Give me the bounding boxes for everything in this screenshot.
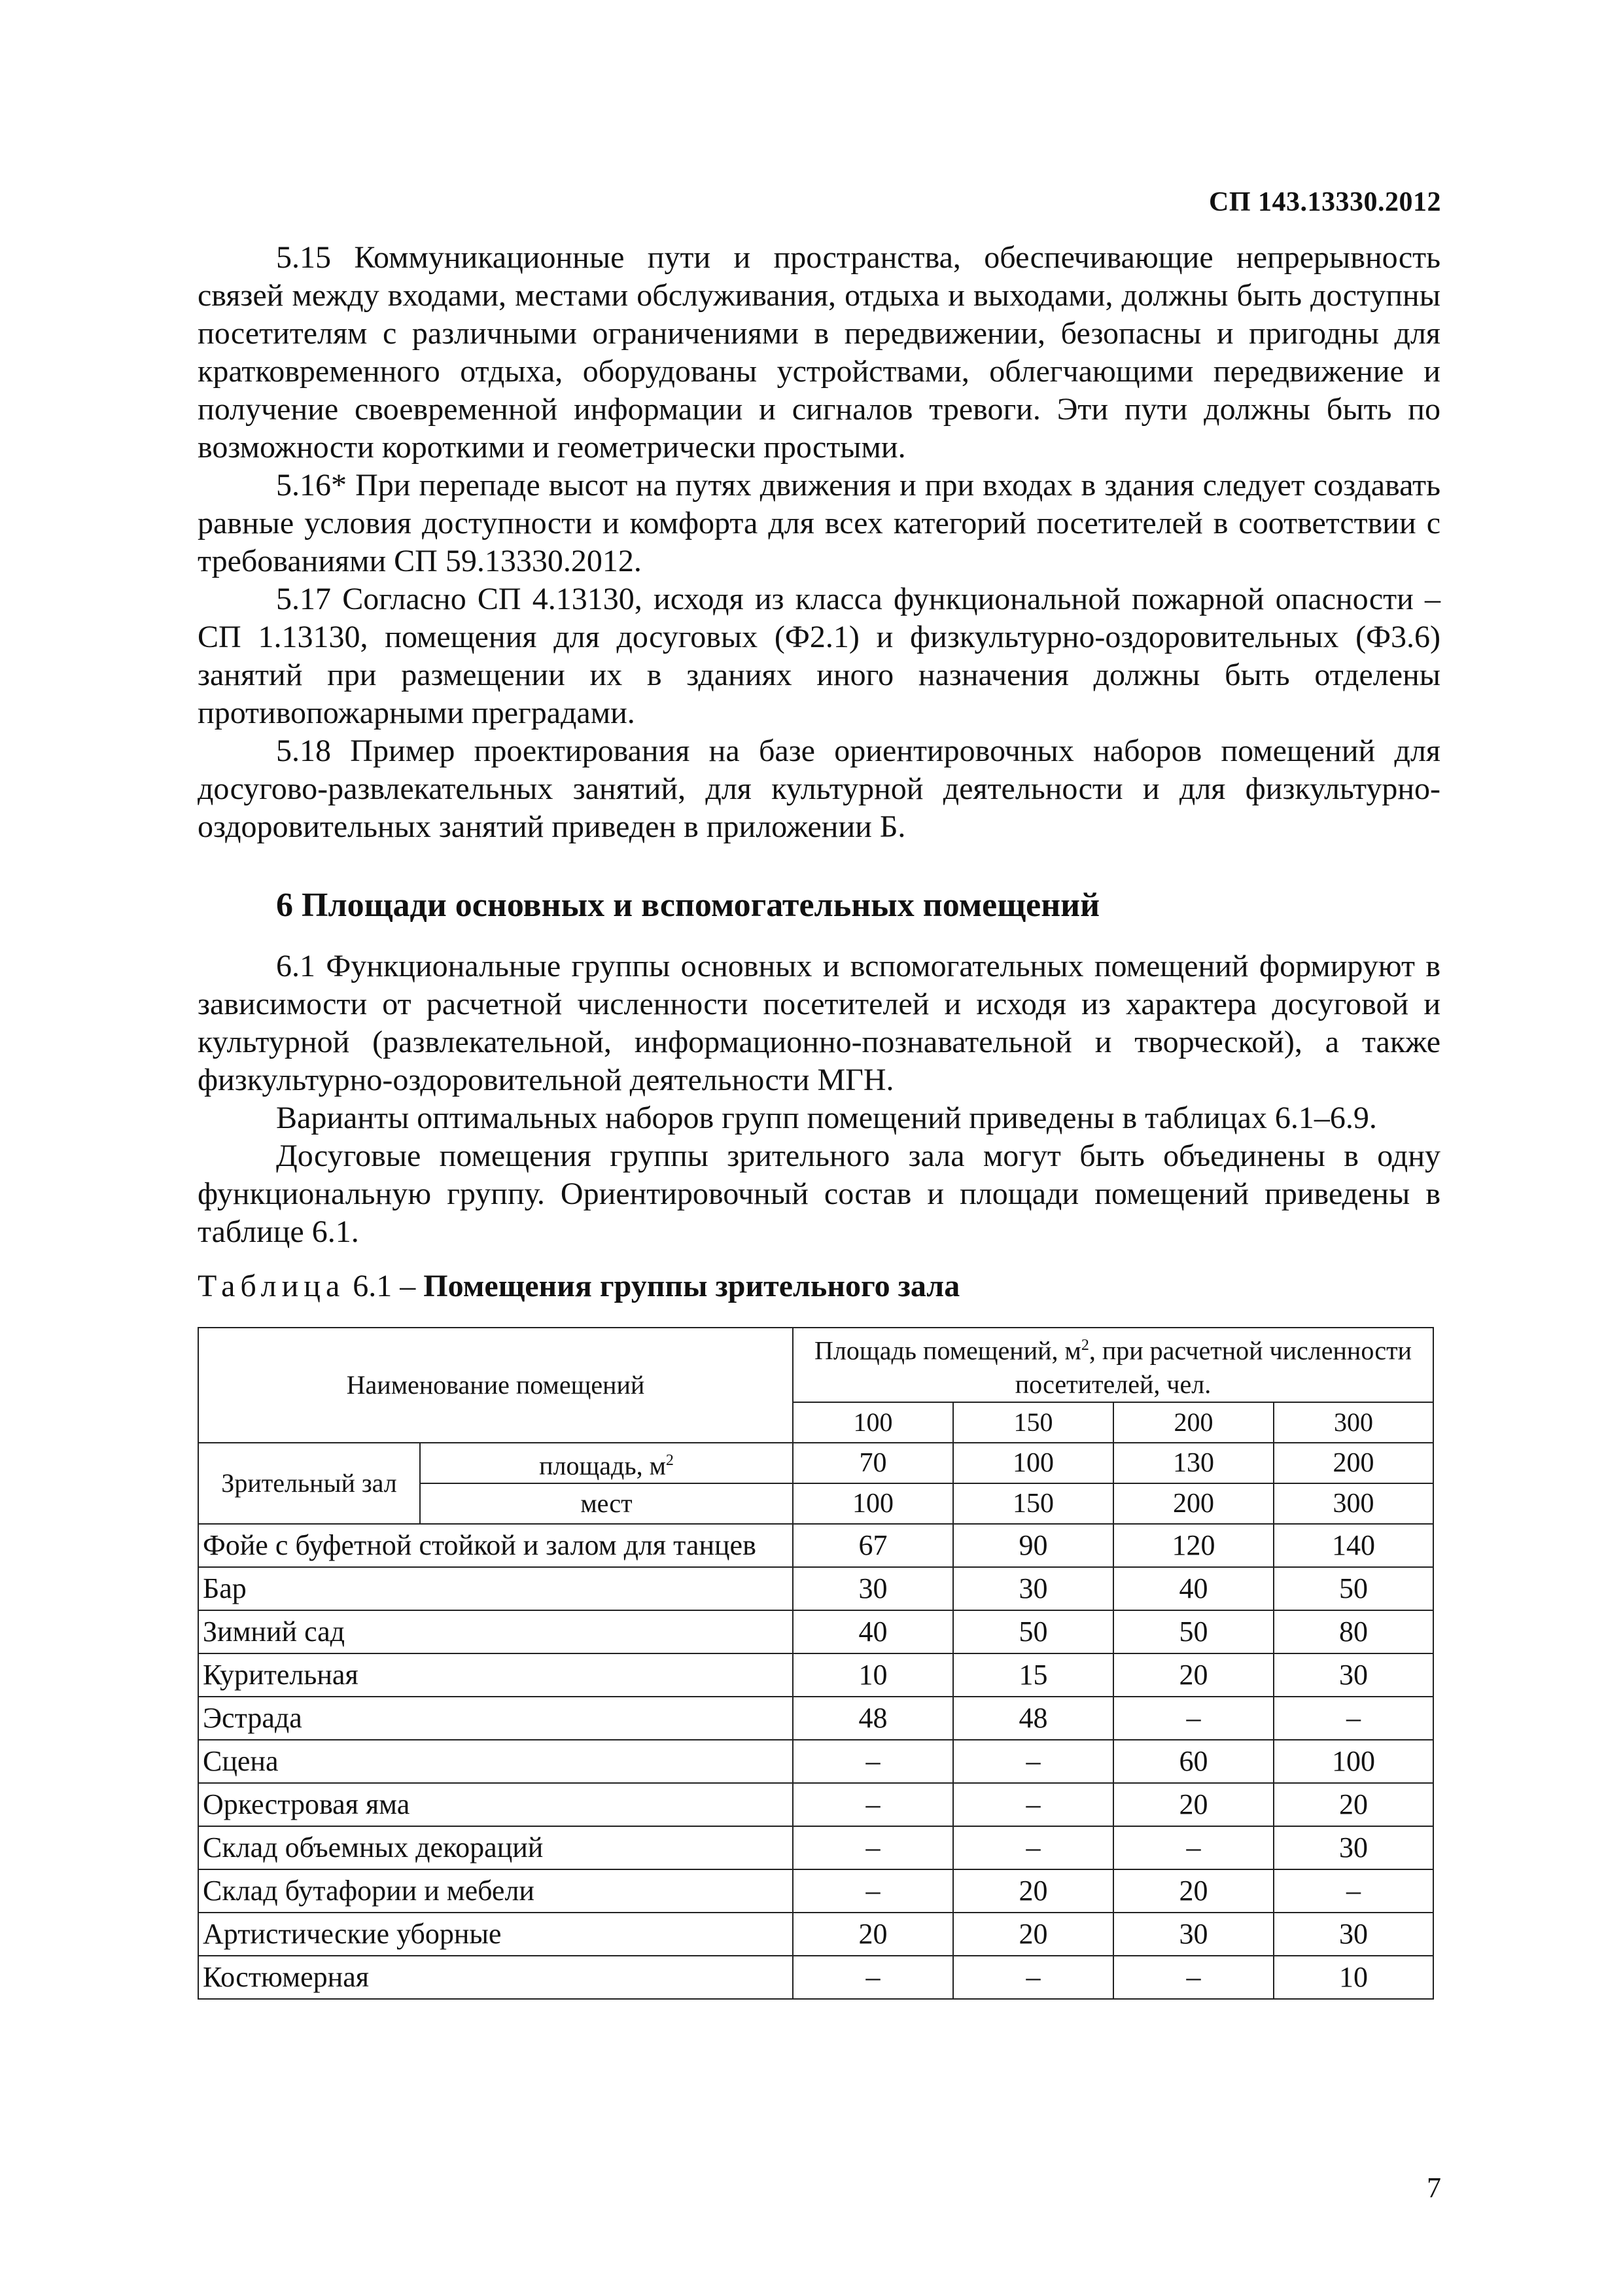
table-row <box>198 1567 1433 1610</box>
hall-seats-label: мест <box>420 1483 793 1524</box>
capacity-300: 300 <box>1274 1402 1433 1443</box>
hall-label: Зрительный зал <box>198 1443 420 1524</box>
area-value-cell: 30 <box>793 1567 953 1610</box>
table-row <box>198 1783 1433 1826</box>
area-value-cell: – <box>1113 1697 1274 1740</box>
room-name-cell: Курительная <box>198 1653 793 1697</box>
section-6-text <box>198 947 1440 1251</box>
room-name-cell: Эстрада <box>198 1697 793 1740</box>
area-value-cell: 50 <box>1113 1610 1274 1653</box>
area-value-cell: 10 <box>1274 1956 1433 1999</box>
area-value-cell: 20 <box>793 1913 953 1956</box>
hall-area-cell: 70 <box>793 1443 953 1483</box>
area-value-cell: 140 <box>1274 1524 1433 1567</box>
area-value-cell: 50 <box>953 1610 1113 1653</box>
table-row <box>198 1610 1433 1653</box>
room-name-cell: Сцена <box>198 1740 793 1783</box>
area-value-cell: 48 <box>793 1697 953 1740</box>
room-name-cell: Склад объемных декораций <box>198 1826 793 1869</box>
hall-seats-cell: 300 <box>1274 1483 1433 1524</box>
table-row <box>198 1869 1433 1913</box>
room-name-cell: Оркестровая яма <box>198 1783 793 1826</box>
area-value-cell: 30 <box>1274 1826 1433 1869</box>
area-value-cell: 20 <box>1113 1869 1274 1913</box>
area-value-cell: – <box>1274 1697 1433 1740</box>
table-row <box>198 1913 1433 1956</box>
area-value-cell: – <box>793 1956 953 1999</box>
capacity-150: 150 <box>953 1402 1113 1443</box>
room-name-cell: Бар <box>198 1567 793 1610</box>
area-value-cell: – <box>793 1740 953 1783</box>
table-caption-prefix: Таблица <box>198 1269 345 1303</box>
hall-area-row <box>198 1443 1433 1483</box>
room-name-cell: Склад бутафории и мебели <box>198 1869 793 1913</box>
area-value-cell: – <box>953 1826 1113 1869</box>
area-value-cell: 60 <box>1113 1740 1274 1783</box>
paragraph-6-1: 6.1 Функциональные группы основных и вспомогательных помещений формируют в зависимости от расчетной численности посетителей и исходя из характера досуговой и культурной (развлекательной, информационно-познавательной и творческой), а также физкультурно-оздоровительной деятельности МГН. <box>198 949 1440 1097</box>
room-name-cell: Фойе с буфетной стойкой и залом для танцев <box>198 1524 793 1567</box>
area-value-cell: – <box>953 1783 1113 1826</box>
area-value-cell: – <box>953 1740 1113 1783</box>
hall-seats-cell: 200 <box>1113 1483 1274 1524</box>
capacity-200: 200 <box>1113 1402 1274 1443</box>
area-value-cell: 50 <box>1274 1567 1433 1610</box>
column-header-area-text-end: , при расчетной численности посетителей, чел. <box>1015 1335 1412 1400</box>
table-row <box>198 1956 1433 1999</box>
table-caption <box>198 1268 960 1304</box>
area-value-cell: 30 <box>1274 1653 1433 1697</box>
area-value-cell: 48 <box>953 1697 1113 1740</box>
paragraph-5-17: 5.17 Согласно СП 4.13130, исходя из класса функциональной пожарной опасности – СП 1.13130, помещения для досуговых (Ф2.1) и физкультурно-оздоровительных (Ф3.6) занятий при размещении их в зданиях иного назначения должны быть отделены противопожарными преградами. <box>198 582 1440 730</box>
column-header-area <box>793 1328 1433 1402</box>
hall-area-label <box>420 1443 793 1483</box>
section-5-text <box>198 239 1440 846</box>
area-value-cell: 30 <box>1274 1913 1433 1956</box>
area-value-cell: – <box>793 1869 953 1913</box>
area-value-cell: 120 <box>1113 1524 1274 1567</box>
area-value-cell: 90 <box>953 1524 1113 1567</box>
column-header-area-text: Площадь помещений, м <box>814 1335 1081 1366</box>
room-name-cell: Зимний сад <box>198 1610 793 1653</box>
area-value-cell: 15 <box>953 1653 1113 1697</box>
paragraph-5-18: 5.18 Пример проектирования на базе ориентировочных наборов помещений для досугово-развлекательных занятий, для культурной деятельности и для физкультурно-оздоровительных занятий приведен в приложении Б. <box>198 733 1440 844</box>
hall-area-label-text: площадь, м <box>539 1451 666 1481</box>
area-value-cell: 20 <box>953 1869 1113 1913</box>
area-value-cell: 100 <box>1274 1740 1433 1783</box>
table-row <box>198 1740 1433 1783</box>
paragraph-5-15: 5.15 Коммуникационные пути и пространства, обеспечивающие непрерывность связей между входами, местами обслуживания, отдыха и выходами, должны быть доступны посетителям с различными ограничениями в передвижении, безопасны и пригодны для кратковременного отдыха, оборудованы устройствами, облегчающими передвижение и получение своевременной информации и сигналов тревоги. Эти пути должны быть по возможности короткими и геометрически простыми. <box>198 240 1440 465</box>
area-value-cell: – <box>1113 1956 1274 1999</box>
paragraph-variants: Варианты оптимальных наборов групп помещений приведены в таблицах 6.1–6.9. <box>276 1101 1377 1135</box>
paragraph-leisure-rooms: Досуговые помещения группы зрительного зала могут быть объединены в одну функциональную группу. Ориентировочный состав и площади помещений приведены в таблице 6.1. <box>198 1139 1440 1249</box>
area-value-cell: 30 <box>1113 1913 1274 1956</box>
area-value-cell: 80 <box>1274 1610 1433 1653</box>
rooms-table <box>198 1327 1434 2000</box>
hall-area-cell: 100 <box>953 1443 1113 1483</box>
hall-seats-cell: 150 <box>953 1483 1113 1524</box>
hall-seats-cell: 100 <box>793 1483 953 1524</box>
column-header-area-unit-exponent: 2 <box>1081 1337 1089 1354</box>
area-value-cell: 20 <box>953 1913 1113 1956</box>
area-value-cell: – <box>953 1956 1113 1999</box>
table-row <box>198 1524 1433 1567</box>
area-value-cell: 40 <box>1113 1567 1274 1610</box>
area-value-cell: 67 <box>793 1524 953 1567</box>
capacity-100: 100 <box>793 1402 953 1443</box>
area-value-cell: 10 <box>793 1653 953 1697</box>
area-value-cell: 30 <box>953 1567 1113 1610</box>
hall-area-cell: 130 <box>1113 1443 1274 1483</box>
area-value-cell: 40 <box>793 1610 953 1653</box>
document-code: СП 143.13330.2012 <box>1209 187 1441 217</box>
room-name-cell: Артистические уборные <box>198 1913 793 1956</box>
area-value-cell: – <box>1274 1869 1433 1913</box>
table-row <box>198 1826 1433 1869</box>
area-value-cell: – <box>793 1783 953 1826</box>
paragraph-5-16: 5.16* При перепаде высот на путях движения и при входах в здания следует создавать равные условия доступности и комфорта для всех категорий посетителей в соответствии с требованиями СП 59.13330.2012. <box>198 468 1440 578</box>
area-value-cell: – <box>793 1826 953 1869</box>
hall-area-label-exponent: 2 <box>665 1452 674 1470</box>
table-row <box>198 1697 1433 1740</box>
table-row <box>198 1653 1433 1697</box>
hall-area-cell: 200 <box>1274 1443 1433 1483</box>
area-value-cell: 20 <box>1113 1653 1274 1697</box>
area-value-cell: 20 <box>1274 1783 1433 1826</box>
area-value-cell: 20 <box>1113 1783 1274 1826</box>
table-caption-number: 6.1 – <box>345 1269 424 1303</box>
page-number: 7 <box>1427 2172 1441 2204</box>
column-header-name: Наименование помещений <box>198 1328 793 1443</box>
area-value-cell: – <box>1113 1826 1274 1869</box>
section-6-heading: 6 Площади основных и вспомогательных помещений <box>276 887 1100 924</box>
table-header-row <box>198 1328 1433 1402</box>
room-name-cell: Костюмерная <box>198 1956 793 1999</box>
table-caption-title: Помещения группы зрительного зала <box>423 1269 960 1303</box>
